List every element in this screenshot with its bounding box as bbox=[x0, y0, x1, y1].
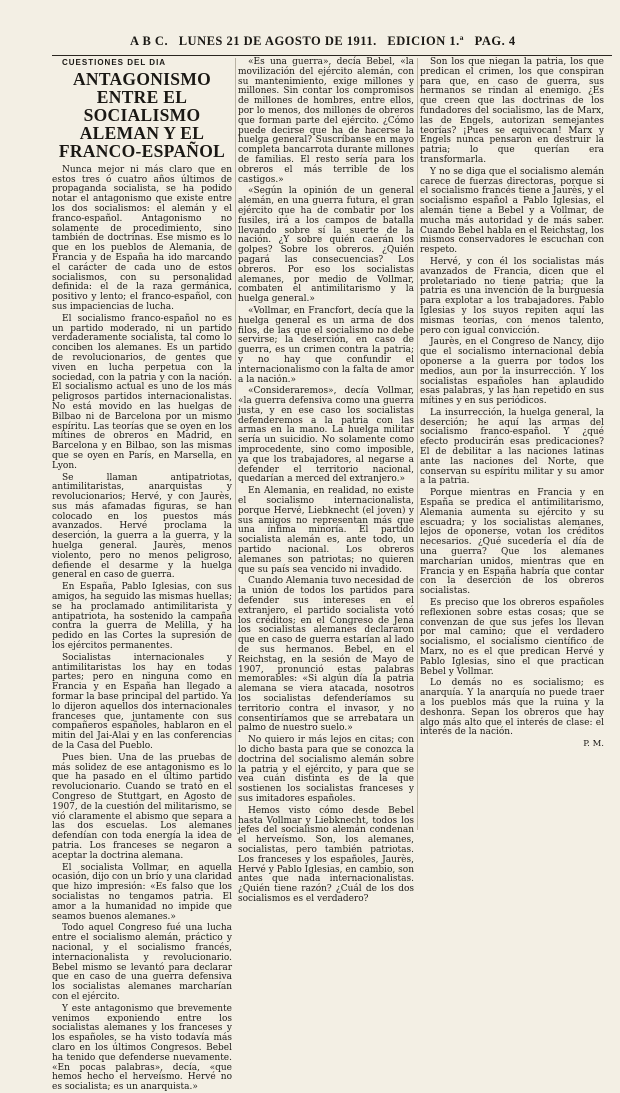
paragraph: Son los que niegan la patria, los que predican el crimen, los que conspiran para que, en caso de guerra, sus hermanos se rindan al enemigo. ¿Es que creen que las doctrinas de los fundadores del socialismo, las de Marx, las de Engels, autorizan semejantes teorías? ¡Pues se equivocan! Marx y Engels nunca pensaron en destruir la patria; lo que querían era transformarla. bbox=[420, 57, 604, 165]
paragraph: Porque mientras en Francia y en España se predica el antimilitarismo, Alemania aumenta su ejército y su escuadra; y los socialistas alemanes, lejos de oponerse, votan los créditos necesarios. ¿Qué sucedería el día de una guerra? Que los alemanes marcharían unidos, mientras que en Francia y en España habría que contar con la deserción de los obreros socialistas. bbox=[420, 488, 604, 597]
paragraph: Lo demás no es socialismo; es anarquía. Y la anarquía no puede traer a los pueblos más que la ruina y la deshonra. Sepan los obreros que hay algo más alto que el interés de clase: el interés de la nación. bbox=[420, 678, 604, 738]
paragraph: El socialismo franco-español no es un partido moderado, ni un partido verdaderamente socialista, tal como lo conciben los alemanes. Es un partido de revolucionarios, de gentes que viven en lucha perpetua con la sociedad, con la patria y con la nación. El socialismo actual es uno de los más peligrosos partidos internacionalistas. No está movido en las huelgas de Bilbao ni de Barcelona por un mismo espíritu. Las teorías que se oyen en los mítines de obreros en Madrid, en Barcelona y en Bilbao, son las mismas que se oyen en París, en Marsella, en Lyon. bbox=[52, 313, 232, 471]
paragraph: Es preciso que los obreros españoles reflexionen sobre estas cosas; que se convenzan de que sus jefes los llevan por mal camino; que el verdadero socialismo, el socialismo científico de Marx, no es el que predican Hervé y Pablo Iglesias, sino el que practican Bebel y Vollmar. bbox=[420, 598, 604, 677]
paragraph: No quiero ir más lejos en citas; con lo dicho basta para que se conozca la doctrina del socialismo alemán sobre la patria y el ejército, y para que se vea cuán distinta es de la que sostienen los socialistas franceses y sus imitadores españoles. bbox=[238, 735, 414, 804]
paragraph: Hervé, y con él los socialistas más avanzados de Francia, dicen que el proletariado no tiene patria; que la patria es una invención de la burguesía para explotar a los trabajadores. Pablo Iglesias y los suyos repiten aquí las mismas teorías, con menos talento, pero con igual convicción. bbox=[420, 256, 604, 336]
paragraph: Se llaman antipatriotas, antimilitaristas, anarquistas y revolucionarios; Hervé, y con Jaurès, sus más afamadas figuras, se han colocado en los puestos más avanzados. Hervé proclama la deserción, la guerra a la guerra, y la huelga general. Jaurès, menos violento, pero no menos peligroso, defiende el desarme y la huelga general en caso de guerra. bbox=[52, 472, 232, 581]
paragraph: «Según la opinión de un general alemán, en una guerra futura, el gran ejército que ha de combatir por los fusiles, irá a los campos de batalla llevando sobre sí la suerte de la nación. ¿Y sobre quién caerán los golpes? Sobre los obreros. ¿Quién pagará las consecuencias? Los obreros. Por eso los socialistas alemanes, por medio de Vollmar, combaten el antimilitarismo y la huelga general.» bbox=[238, 186, 414, 305]
column-3-body bbox=[420, 58, 604, 738]
column-1 bbox=[52, 58, 232, 1093]
paragraph: Y este antagonismo que brevemente venimos exponiendo entre los socialistas alemanes y los franceses y los españoles, se ha visto todavía más claro en los últimos Congresos. Bebel ha tenido que defenderse nuevamente. «En pocas palabras», decía, «que hemos hecho el herveísmo. Hervé no es socialista; es un anarquista.» bbox=[52, 1003, 232, 1093]
paragraph: Jaurès, en el Congreso de Nancy, dijo que el socialismo internacional debía oponerse a la guerra por todos los medios, aun por la insurrección. Y los socialistas españoles han aplaudido esas palabras, y las han repetido en sus mítines y en sus periódicos. bbox=[420, 337, 604, 407]
paragraph: Y no se diga que el socialismo alemán carece de fuerzas directoras, porque si el socialismo francés tiene a Jaurès, y el socialismo español a Pablo Iglesias, el alemán tiene a Bebel y a Vollmar, de mucha más autoridad y de más saber. Cuando Bebel habla en el Reichstag, los mismos conservadores le escuchan con respeto. bbox=[420, 166, 604, 256]
column-1-body bbox=[52, 166, 232, 1093]
column-2 bbox=[238, 57, 414, 904]
column-3 bbox=[420, 58, 604, 830]
paragraph: Nunca mejor ni más claro que en estos tres ó cuatro años últimos de propaganda socialista, se ha podido notar el antagonismo que existe entre los dos socialismos: el alemán y el franco-español. Antagonismo no solamente de procedimiento, sino también de doctrinas. Ese mismo es lo que en los pueblos de Alemania, de Francia y de España ha ido marcando el carácter de cada uno de estos socialismos, con su personalidad definida: el de la raza germánica, positivo y lento; el franco-español, con sus impaciencias de lucha. bbox=[52, 164, 232, 312]
paragraph: «Es una guerra», decía Bebel, «la movilización del ejército alemán, con su mantenimiento, exige millones y millones. Sin contar los compromisos de millones de hombres, entre ellos, por lo menos, dos millones de obreros que forman parte del ejército. ¿Cómo puede decirse que ha de hacerse la huelga general? Suscríbanse en mayo completa bancarrota durante millones de familias. El resto sería para los obreros el más terrible de los castigos.» bbox=[238, 57, 414, 185]
masthead-edition: EDICION 1.ª bbox=[387, 34, 464, 48]
paragraph: Hemos visto cómo desde Bebel hasta Vollmar y Liebknecht, todos los jefes del socialismo alemán condenan el herveísmo. Son, los alemanes, socialistas, pero también patriotas. Los franceses y los españoles, Jaurès, Hervé y Pablo Iglesias, en cambio, son antes que nada internacionalistas. ¿Quién tiene razón? ¿Cuál de los dos socialismos es el verdadero? bbox=[238, 805, 414, 904]
article-signature: P. M. bbox=[583, 739, 604, 750]
paragraph: La insurrección, la huelga general, la deserción; he aquí las armas del socialismo franco-español. Y ¿qué efecto producirán esas predicaciones? El de debilitar a las naciones latinas ante las naciones del Norte, que conservan su espíritu militar y su amor a la patria. bbox=[420, 407, 604, 487]
masthead-rule bbox=[52, 55, 612, 56]
column-divider bbox=[235, 58, 236, 830]
paragraph: Socialistas internacionales y antimilitaristas los hay en todas partes; pero en ninguna como en Francia y en España han llegado a formar la base principal del partido. Ya lo dijeron aquellos dos internacionales franceses que, juntamente con sus compañeros españoles, hablaron en el mitin del Jai-Alai y en las conferencias de la Casa del Pueblo. bbox=[52, 652, 232, 752]
article-headline: ANTAGONISMO ENTRE EL SOCIALISMO ALEMAN Y EL FRANCO-ESPAÑOL bbox=[58, 68, 226, 161]
column-2-body bbox=[238, 58, 414, 905]
paragraph: «Consideraremos», decía Vollmar, «la guerra defensiva como una guerra justa, y en ese caso los socialistas defenderemos a la patria con las armas en la mano. La huelga militar sería un suicidio. No solamente como improcedente, sino como imposible, ya que los trabajadores, al negarse a defender el territorio nacional, quedarían a merced del extranjero.» bbox=[238, 386, 414, 485]
masthead-page: PAG. 4 bbox=[474, 34, 516, 48]
column-divider bbox=[417, 58, 418, 830]
masthead-date: LUNES 21 DE AGOSTO DE 1911. bbox=[178, 34, 377, 48]
masthead-title: A B C. bbox=[130, 34, 169, 48]
paragraph: Cuando Alemania tuvo necesidad de la unión de todos los partidos para defender sus intereses en el extranjero, el partido socialista votó los créditos; en el Congreso de Jena los socialistas alemanes declararon que en caso de guerra estarían al lado de sus hermanos. Bebel, en el Reichstag, en la sesión de Mayo de 1907, pronunció estas palabras memorables: «Si algún día la patria alemana se viera atacada, nosotros los socialistas defenderíamos su territorio contra el invasor, y no consentiríamos que se arrebatara un palmo de nuestro suelo.» bbox=[238, 576, 414, 734]
paragraph: En España, Pablo Iglesias, con sus amigos, ha seguido las mismas huellas; se ha proclamado antimilitarista y antipatriota, ha sostenido la campaña contra la guerra de Melilla, y ha pedido en las Cortes la supresión de los ejércitos permanentes. bbox=[52, 582, 232, 652]
paragraph: En Alemania, en realidad, no existe el socialismo internacionalista, porque Hervé, Liebknecht (el joven) y sus amigos no representan más que una ínfima minoría. El partido socialista alemán es, ante todo, un partido nacional. Los obreros alemanes son patriotas; no quieren que su país sea vencido ni invadido. bbox=[238, 486, 414, 575]
paragraph: «Vollmar, en Francfort, decía que la huelga general es un arma de dos filos, de las que el socialismo no debe servirse; la deserción, en caso de guerra, es un crimen contra la patria; y no hay que confundir el internacionalismo con la falta de amor a la nación.» bbox=[238, 305, 414, 385]
section-label: CUESTIONES DEL DIA bbox=[62, 58, 167, 67]
paragraph: Pues bien. Una de las pruebas de más solidez de ese antagonismo es lo que ha pasado en el último partido revolucionario. Cuando se trató en el Congreso de Stuttgart, en Agosto de 1907, de la cuestión del militarismo, se vió claramente el abismo que separa a las dos escuelas. Los alemanes defendían con toda energía la idea de patria. Los franceses se negaron a aceptar la doctrina alemana. bbox=[52, 752, 232, 861]
paragraph: El socialista Vollmar, en aquella ocasión, dijo con un brío y una claridad que hizo impresión: «Es falso que los socialistas no tengamos patria. El amor a la humanidad no impide que seamos buenos alemanes.» bbox=[52, 862, 232, 922]
paragraph: Todo aquel Congreso fué una lucha entre el socialismo alemán, práctico y nacional, y el socialismo francés, internacionalista y revolucionario. Bebel mismo se levantó para declarar que en caso de una guerra defensiva los socialistas alemanes marcharían con el ejército. bbox=[52, 923, 232, 1002]
masthead bbox=[130, 34, 600, 52]
